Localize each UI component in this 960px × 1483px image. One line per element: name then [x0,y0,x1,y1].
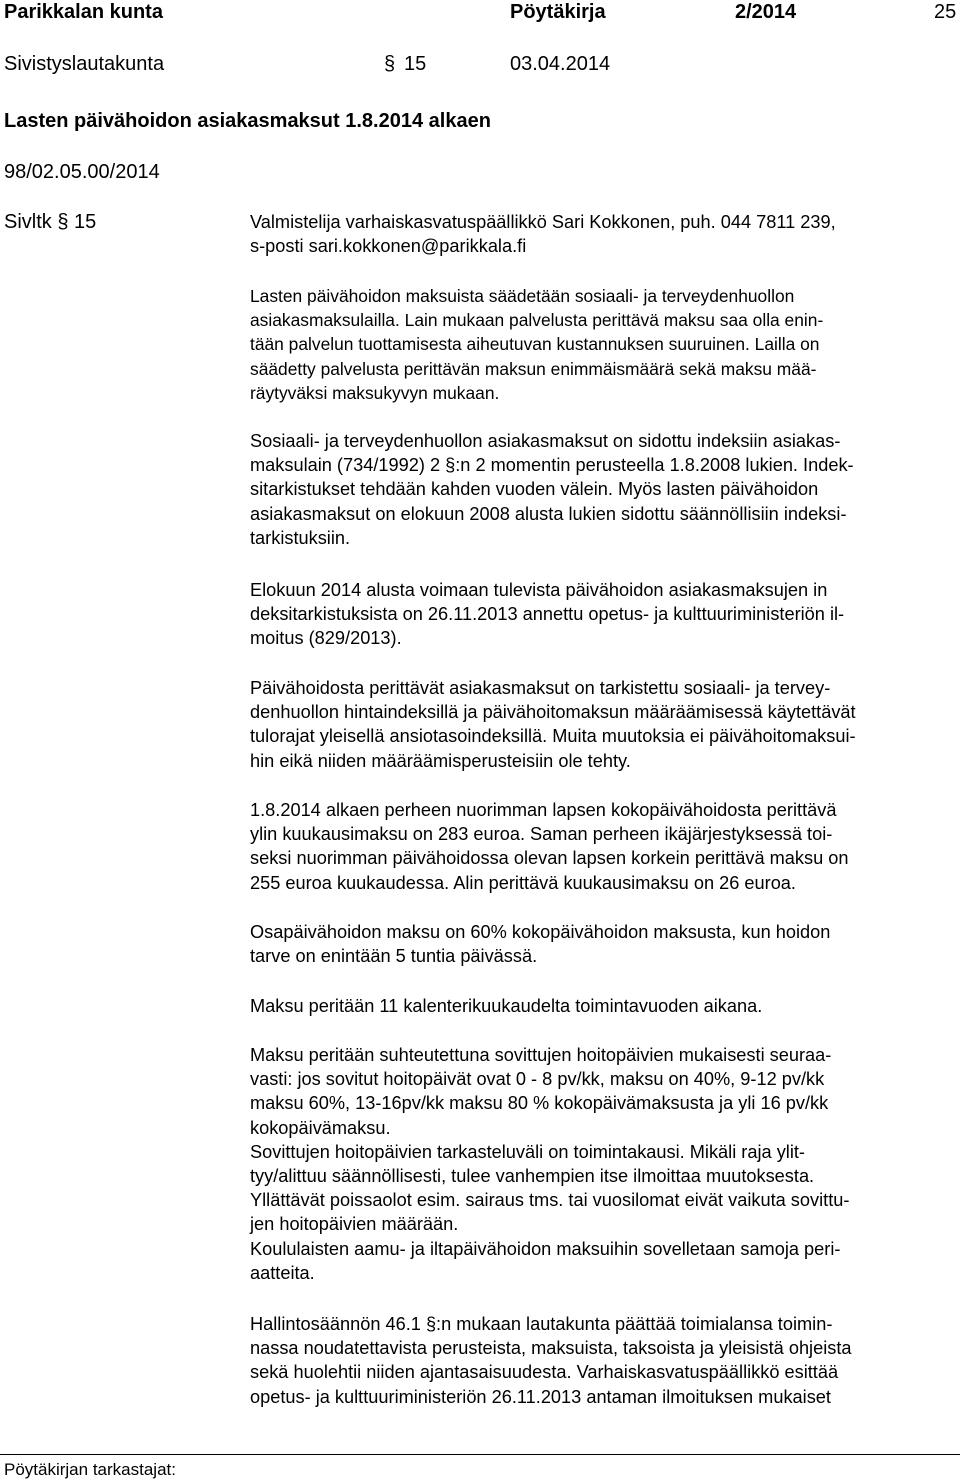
document-number: 2/2014 [735,1,797,23]
paragraph-index-binding: Sosiaali- ja terveydenhuollon asiakasmaksut on sidottu indeksiin asiakas- maksulain (734/1992) 2 §:n 2 momentin perusteella 1.8.2008 lukien. Indek- sitarkistukset tehdään kahden vuoden välein. Myös lasten päivähoidon asiakasmaksut on elokuun 2008 alusta lukien sidottu säännöllisiin indeksi- tarkistuksiin. [250,431,854,548]
footer-inspectors-label: Pöytäkirjan tarkastajat: [4,1460,176,1479]
page-number: 25 [934,1,957,23]
paragraph-fee-revision: Päivähoidosta perittävät asiakasmaksut on tarkistettu sosiaali- ja tervey- denhuollon hintaindeksillä ja päivähoitomaksun määräämisessä käytettävät tulorajat yleisellä ansiotasoindeksillä. Muita muutoksia ei päivähoitomaksui- hin eikä niiden määräämisperusteisiin ole tehty. [250,678,856,771]
paragraph-fee-amounts: 1.8.2014 alkaen perheen nuorimman lapsen kokopäivähoidosta perittävä ylin kuukausimaksu on 283 euroa. Saman perheen ikäjärjestyksessä toi- seksi nuorimman päivähoidossa olevan lapsen korkein perittävä maksu on 255 euroa kuukaudessa. Alin perittävä kuukausimaksu on 26 euroa. [250,800,849,893]
preparer-info: Valmistelija varhaiskasvatuspäällikkö Sari Kokkonen, puh. 044 7811 239, s-posti sari.kokkonen@parikkala.fi [250,212,836,257]
paragraph-ministry-notice: Elokuun 2014 alusta voimaan tulevista päivähoidon asiakasmaksujen in deksitarkistuksista on 26.11.2013 annettu opetus- ja kulttuuriministeriön il- moitus (829/2013). [250,580,845,649]
matter-title: Lasten päivähoidon asiakasmaksut 1.8.2014 alkaen [4,110,491,132]
item-ref-number: 15 [74,211,97,233]
record-number: 98/02.05.00/2014 [4,161,160,183]
meeting-date: 03.04.2014 [510,53,611,75]
section-symbol: § [384,53,396,75]
footer-divider [0,1454,960,1455]
paragraph-care-days: Maksu peritään suhteutettuna sovittujen hoitopäivien mukaisesti seuraa- vasti: jos sovitut hoitopäivät ovat 0 - 8 pv/kk, maksu on 40%, 9-12 pv/kk maksu 60%, 13-16pv/kk maksu 80 % kokopäivämaksusta ja yli 16 pv/kk kokopäivämaksu. Sovittujen hoitopäivien tarkasteluväli on toimintakausi. Mikäli raja ylit- tyy/alittuu säännöllisesti, tulee vanhempien itse ilmoittaa muutoksesta. Yllättävät poissaolot esim. sairaus tms. tai vuosilomat eivät vaikuta sovittu- jen hoitopäivien määrään. Koululaisten aamu- ja iltapäivähoidon maksuihin sovelletaan samoja peri- aatteita. [250,1045,850,1283]
paragraph-part-time-fee: Osapäivähoidon maksu on 60% kokopäivähoidon maksusta, kun hoidon tarve on enintään 5 tuntia päivässä. [250,922,831,967]
item-ref-symbol: § [57,211,69,233]
document-type: Pöytäkirja [510,1,606,23]
item-reference [4,210,96,234]
municipality-name: Parikkalan kunta [4,1,163,23]
paragraph-legal-basis: Lasten päivähoidon maksuista säädetään sosiaali- ja terveydenhuollon asiakasmaksulailla. Lain mukaan palvelusta perittävä maksu saa olla enin- tään palvelun tuottamisesta aiheutuvan kustannuksen suuruinen. Lailla on säädetty palvelusta perittävän maksun enimmäismäärä sekä maksu mää- räytyväksi maksukyvyn mukaan. [250,286,824,403]
paragraph-billing-months: Maksu peritään 11 kalenterikuukaudelta toimintavuoden aikana. [250,996,763,1016]
paragraph-administrative-rule: Hallintosäännön 46.1 §:n mukaan lautakunta päättää toimialansa toimin- nassa noudatettavista perusteista, maksuista, taksoista ja yleisistä ohjeista sekä huolehtii niiden ajantasaisuudesta. Varhaiskasvatuspäällikkö esittää opetus- ja kulttuuriministeriön 26.11.2013 antaman ilmoituksen mukaiset [250,1314,852,1407]
item-ref-prefix: Sivltk [4,211,52,233]
section-number: 15 [404,53,427,75]
board-name: Sivistyslautakunta [4,53,165,75]
